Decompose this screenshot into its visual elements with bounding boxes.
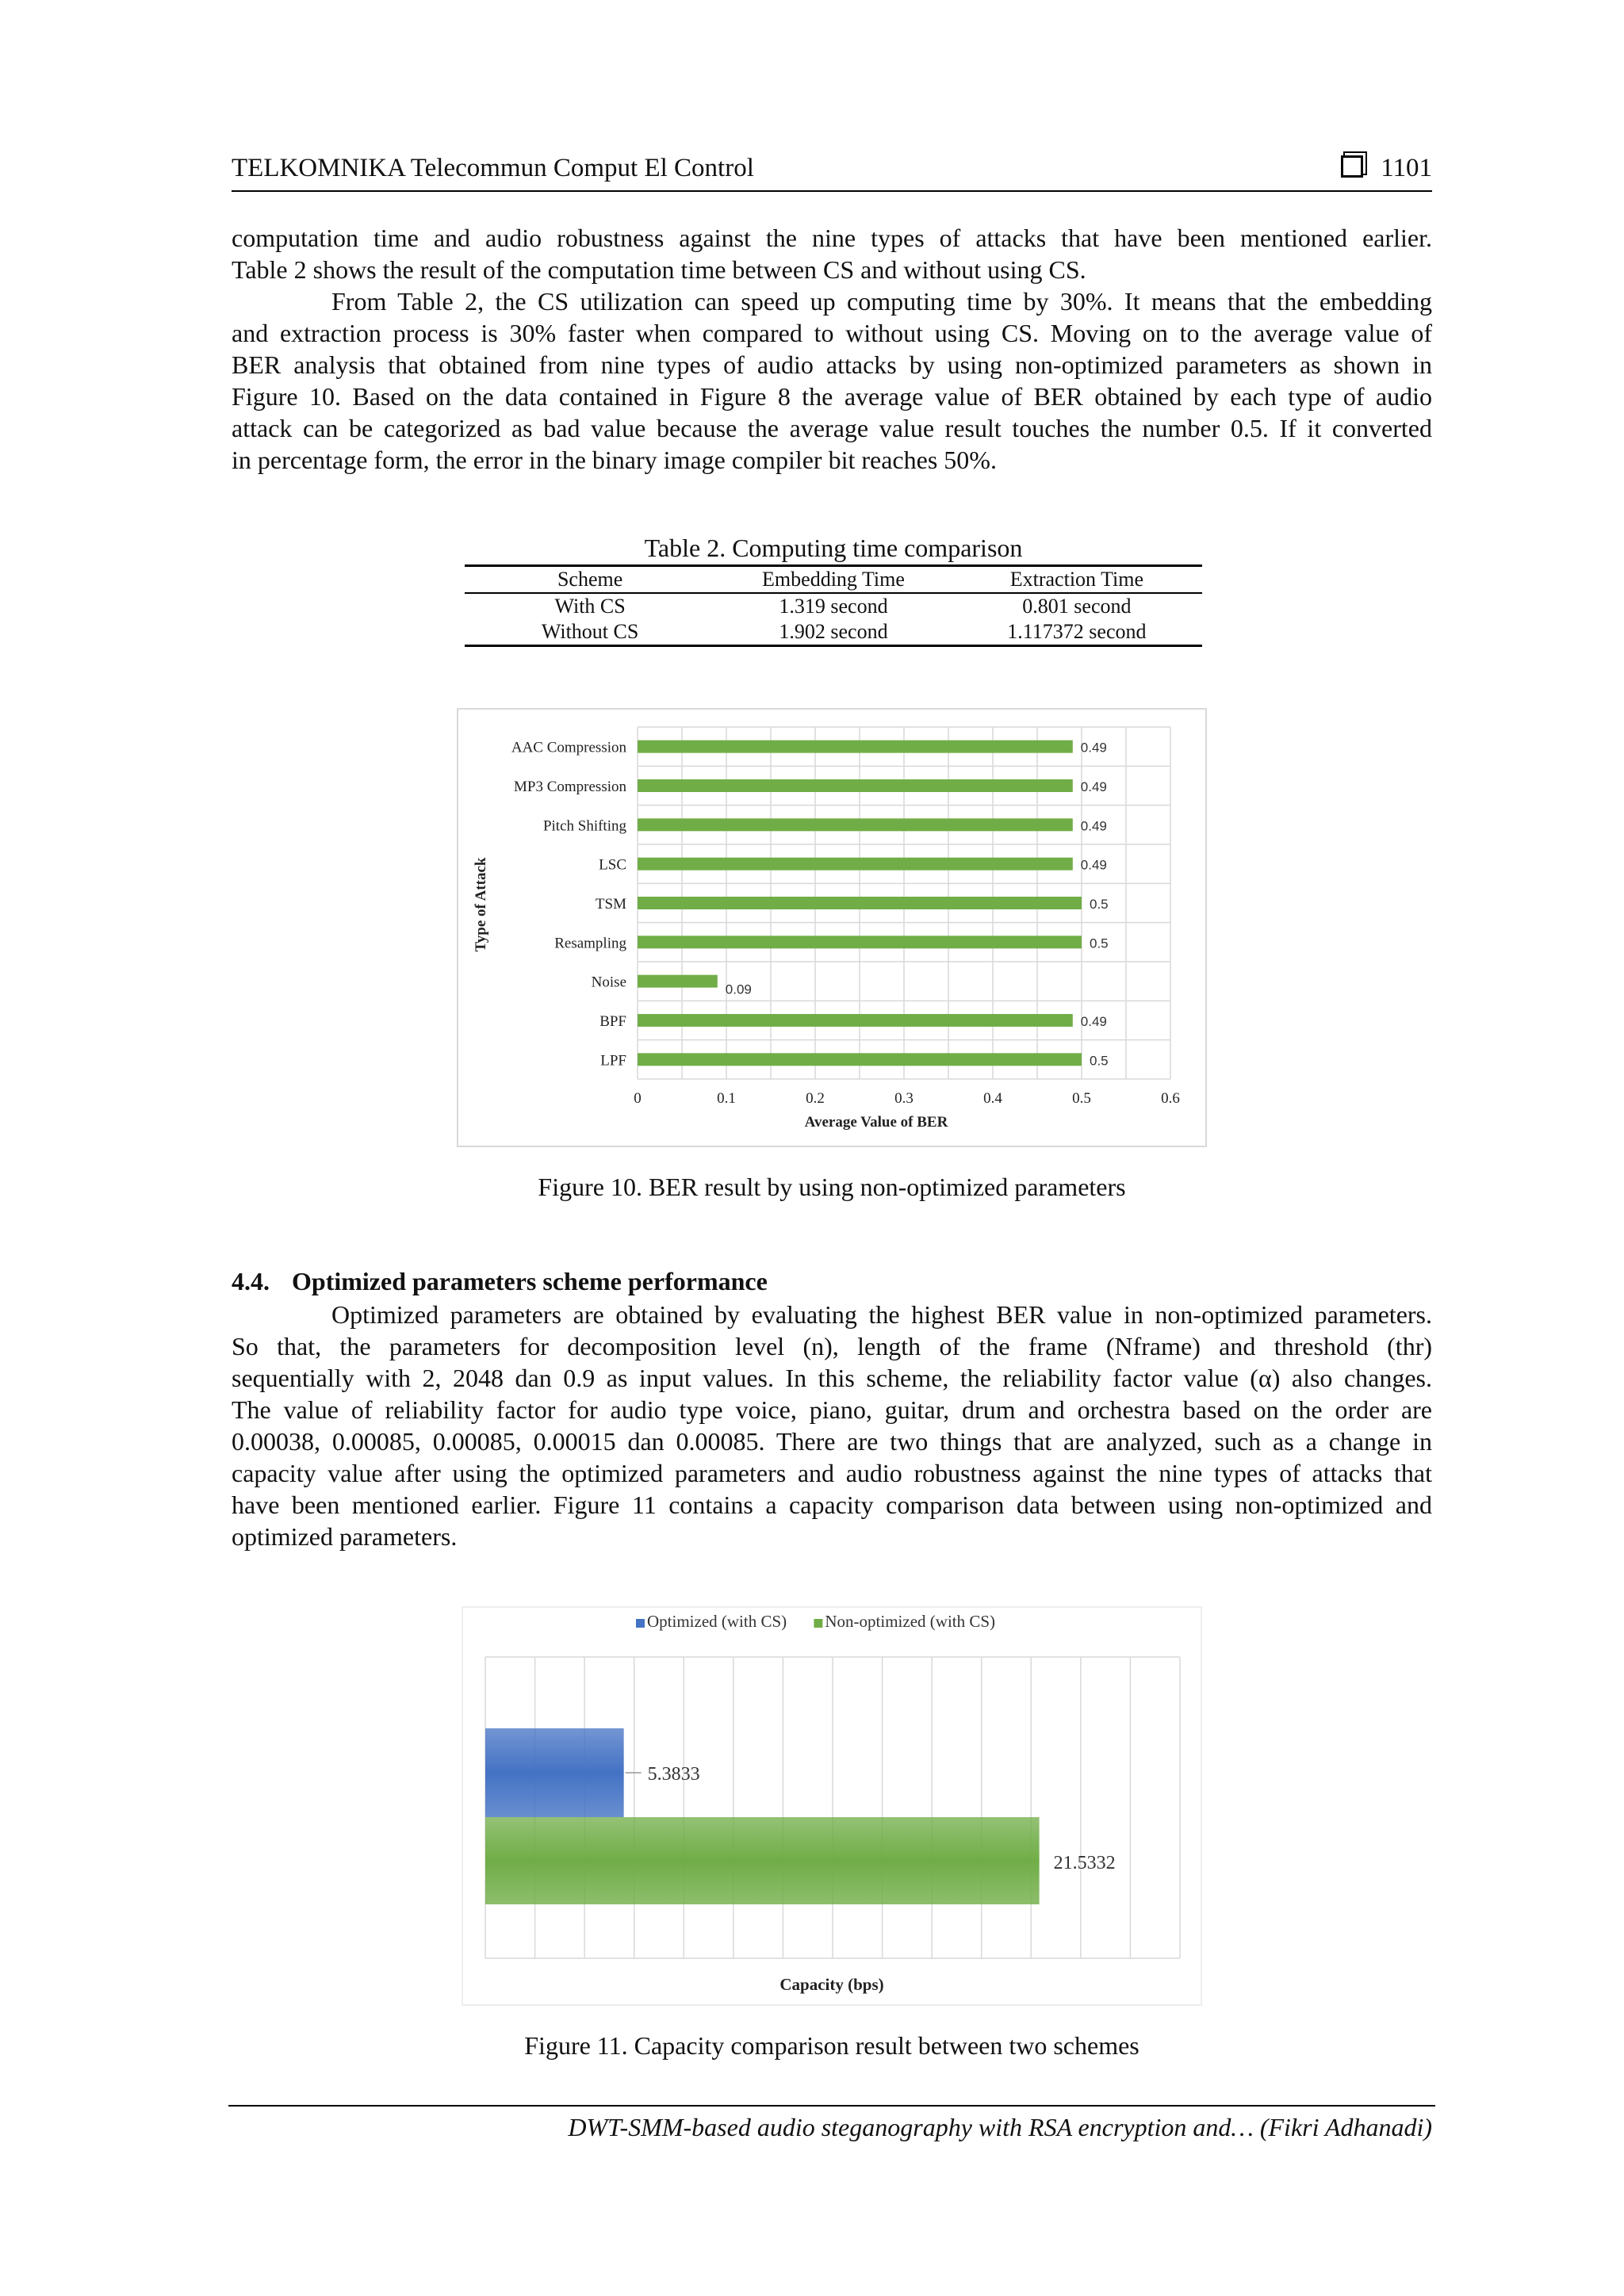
section-number: 4.4. [232, 1267, 270, 1295]
figure-10-caption: Figure 10. BER result by using non-optimized parameters [538, 1173, 1126, 1201]
section-title: Optimized parameters scheme performance [292, 1267, 768, 1295]
data-label: 0.5 [1090, 897, 1109, 912]
computing-time-table [465, 564, 1202, 647]
legend-label: Non-optimized (with CS) [825, 1612, 996, 1631]
data-label: 0.49 [1080, 818, 1107, 834]
data-label: 0.49 [1080, 779, 1107, 794]
category-label: AAC Compression [511, 739, 626, 756]
x-axis-title: Capacity (bps) [779, 1975, 884, 1994]
capacity-bar-chart [463, 1608, 1201, 2004]
data-label: 21.5332 [1053, 1853, 1116, 1873]
category-label: LPF [600, 1052, 626, 1070]
text-line: optimized parameters. [232, 1522, 458, 1551]
category-label: BPF [599, 1013, 626, 1030]
capacity-chart-frame [462, 1606, 1202, 2006]
bar [638, 779, 1073, 792]
data-label: 5.3833 [647, 1764, 700, 1785]
table-cell: 1.117372 second [1007, 620, 1147, 643]
text-line: computation time and audio robustness against the nine types of attacks that have been mentioned earlier. [232, 224, 1432, 252]
x-tick-label: 0 [634, 1090, 642, 1107]
legend-label: Optimized (with CS) [647, 1612, 787, 1631]
text-line: attack can be categorized as bad value because the average value result touches the number 0.5. If it converted [232, 414, 1432, 442]
column-header: Embedding Time [762, 568, 905, 591]
x-tick-label: 0.1 [717, 1090, 736, 1107]
text-line: in percentage form, the error in the binary image compiler bit reaches 50%. [232, 446, 997, 474]
x-tick-label: 0.6 [1161, 1090, 1180, 1107]
text-line: Optimized parameters are obtained by evaluating the highest BER value in non-optimized parameters. [331, 1300, 1432, 1329]
category-label: LSC [599, 856, 626, 874]
bar [485, 1817, 1040, 1904]
bar [638, 858, 1073, 871]
page-number-value: 1101 [1381, 154, 1432, 182]
page-number [1341, 154, 1432, 183]
bar [485, 1728, 624, 1817]
footer-text: DWT-SMM-based audio steganography with RSA encryption and… (Fikri Adhanadi) [568, 2113, 1432, 2141]
bar [638, 936, 1082, 948]
paragraph-3 [232, 1299, 1432, 1552]
table-caption: Table 2. Computing time comparison [644, 534, 1023, 562]
paragraph-2 [232, 285, 1432, 476]
table-row [465, 619, 1202, 646]
text-line: BER analysis that obtained from nine types of audio attacks by using non-optimized parameters as shown in [232, 350, 1432, 379]
text-line: So that, the parameters for decomposition level (n), length of the frame (Nframe) and threshold (thr) [232, 1332, 1432, 1360]
text-line: Table 2 shows the result of the computation time between CS and without using CS. [232, 255, 1086, 284]
category-label: Pitch Shifting [542, 817, 626, 835]
bar [638, 740, 1073, 753]
paragraph-1 [232, 222, 1432, 285]
data-label: 0.5 [1090, 936, 1109, 951]
text-line: Figure 10. Based on the data contained in Figure 8 the average value of BER obtained by each type of audio [232, 382, 1432, 411]
bar [638, 1053, 1082, 1066]
category-label: Noise [591, 974, 626, 991]
ber-chart-frame [457, 708, 1207, 1147]
text-line: From Table 2, the CS utilization can speed up computing time by 30%. It means that the embedding [331, 287, 1432, 316]
legend-swatch [814, 1619, 822, 1628]
bar [638, 818, 1073, 831]
table-cell: 1.902 second [779, 620, 888, 643]
data-label: 0.5 [1090, 1053, 1109, 1069]
text-line: capacity value after using the optimized parameters and audio robustness against the nine types of attacks that [232, 1459, 1432, 1487]
category-label: MP3 Compression [514, 779, 626, 795]
x-tick-label: 0.5 [1072, 1090, 1091, 1107]
table-header-row [465, 566, 1202, 594]
data-label: 0.49 [1080, 857, 1107, 873]
text-line: The value of reliability factor for audio type voice, piano, guitar, drum and orchestra based on the order are [232, 1395, 1432, 1424]
section-heading [232, 1267, 768, 1296]
data-label: 0.49 [1080, 740, 1107, 756]
category-label: Resampling [554, 935, 626, 952]
category-label: TSM [595, 896, 626, 913]
legend-swatch [636, 1619, 645, 1628]
column-header: Extraction Time [1009, 568, 1144, 591]
text-line: sequentially with 2, 2048 dan 0.9 as input values. In this scheme, the reliability factor value (α) also changes. [232, 1364, 1432, 1392]
page-header [232, 151, 1432, 192]
text-line: have been mentioned earlier. Figure 11 contains a capacity comparison data between using non-optimized and [232, 1490, 1432, 1519]
table-cell: 0.801 second [1022, 595, 1132, 618]
bar [638, 897, 1082, 909]
x-tick-label: 0.3 [894, 1090, 914, 1107]
bar [638, 1014, 1073, 1027]
table-row [465, 593, 1202, 619]
table-cell: 1.319 second [779, 595, 888, 618]
x-tick-label: 0.2 [806, 1090, 825, 1107]
checkbox-icon [1341, 155, 1363, 178]
bar [638, 975, 718, 988]
data-label: 0.49 [1080, 1014, 1107, 1029]
journal-name: TELKOMNIKA Telecommun Comput El Control [232, 154, 754, 182]
table-cell: Without CS [541, 620, 639, 643]
footer-rule [228, 2105, 1435, 2107]
x-axis-title: Average Value of BER [804, 1114, 948, 1131]
figure-11-caption: Figure 11. Capacity comparison result between two schemes [524, 2031, 1139, 2060]
ber-bar-chart [458, 710, 1205, 1146]
table-cell: With CS [554, 595, 626, 618]
column-header: Scheme [557, 568, 623, 591]
x-tick-label: 0.4 [983, 1090, 1002, 1107]
data-label: 0.09 [725, 982, 752, 997]
text-line: and extraction process is 30% faster when compared to without using CS. Moving on to the average value of [232, 319, 1432, 347]
text-line: 0.00038, 0.00085, 0.00085, 0.00015 dan 0.00085. There are two things that are analyzed, such as a change in [232, 1427, 1432, 1456]
y-axis-title: Type of Attack [473, 857, 489, 952]
